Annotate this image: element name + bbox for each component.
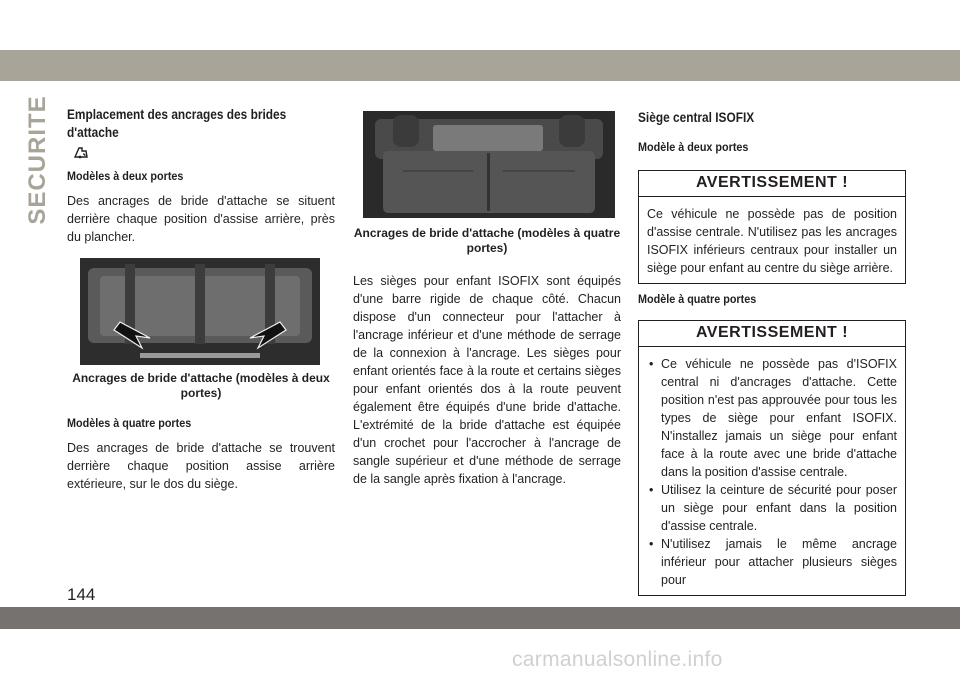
warning-box-two-door bbox=[638, 170, 906, 284]
subheading-four-door: Modèles à quatre portes bbox=[67, 416, 192, 430]
column-1 bbox=[67, 106, 335, 493]
warning-title: AVERTISSEMENT ! bbox=[639, 171, 905, 197]
warning-box-four-door bbox=[638, 320, 906, 596]
caption-four-door: Ancrages de bride d'attache (modèles à quatre portes) bbox=[353, 226, 621, 255]
section-heading-isofix: Siège central ISOFIX bbox=[638, 110, 755, 125]
subheading-four-door-model: Modèle à quatre portes bbox=[638, 292, 757, 306]
warning-bullet: • Ce véhicule ne possède pas d'ISOFIX central ni d'ancrages d'attache. Cette position n'est pas approuvée pour tous les types de siège pour enfant ISOFIX. N'installez jamais un siège pour enfant face à la route avec une bride d'attache dans la position d'assise centrale. bbox=[647, 355, 897, 481]
caption-two-door: Ancrages de bride d'attache (modèles à deux portes) bbox=[72, 371, 330, 400]
warning-bullet: • Utilisez la ceinture de sécurité pour poser un siège pour enfant dans la position d'assise centrale. bbox=[647, 481, 897, 535]
warning-title: AVERTISSEMENT ! bbox=[639, 321, 905, 347]
paragraph-two-door: Des ancrages de bride d'attache se situent derrière chaque position d'assise arrière, près du plancher. bbox=[67, 194, 335, 244]
section-heading: Emplacement des ancrages des brides d'attache bbox=[67, 107, 287, 140]
section-tab-label: SECURITE bbox=[24, 95, 51, 225]
tether-icon bbox=[73, 145, 335, 161]
column-3 bbox=[638, 106, 906, 596]
subheading-two-door: Modèles à deux portes bbox=[67, 169, 184, 183]
section-tab bbox=[24, 95, 51, 225]
paragraph-four-door: Des ancrages de bride d'attache se trouvent derrière chaque position assise arrière extérieure, sur le dos du siège. bbox=[67, 441, 335, 491]
warning-bullet: • N'utilisez jamais le même ancrage inférieur pour attacher plusieurs sièges pour bbox=[647, 535, 897, 589]
subheading-two-door-model: Modèle à deux portes bbox=[638, 140, 749, 154]
watermark: carmanualsonline.info bbox=[512, 648, 723, 671]
photo-four-door-anchors bbox=[363, 111, 615, 218]
footer-band bbox=[0, 607, 960, 629]
photo-two-door-anchors bbox=[80, 258, 320, 365]
paragraph-isofix: Les sièges pour enfant ISOFIX sont équipés d'une barre rigide de chaque côté. Chacun dispose d'un connecteur pour l'attacher à l'ancrage inférieur et d'une méthode de serrage de la connexion à l'ancrage. Les sièges pour enfant orientés face à la route et certains sièges pour enfant orientés dos à la route peuvent également être équipés d'une bride d'attache. L'extrémité de la bride d'attache est équipée d'un crochet pour l'accrocher à l'ancrage de sangle supérieur et d'une méthode de serrage de la sangle après fixation à l'ancrage. bbox=[353, 274, 621, 486]
warning-text: Ce véhicule ne possède pas de position d'assise centrale. N'utilisez pas les ancrages ISOFIX inférieurs centraux pour installer un siège pour enfant au centre du siège arrière. bbox=[647, 207, 897, 275]
page-number: 144 bbox=[67, 585, 96, 604]
header-band bbox=[0, 50, 960, 81]
column-2 bbox=[353, 106, 621, 488]
